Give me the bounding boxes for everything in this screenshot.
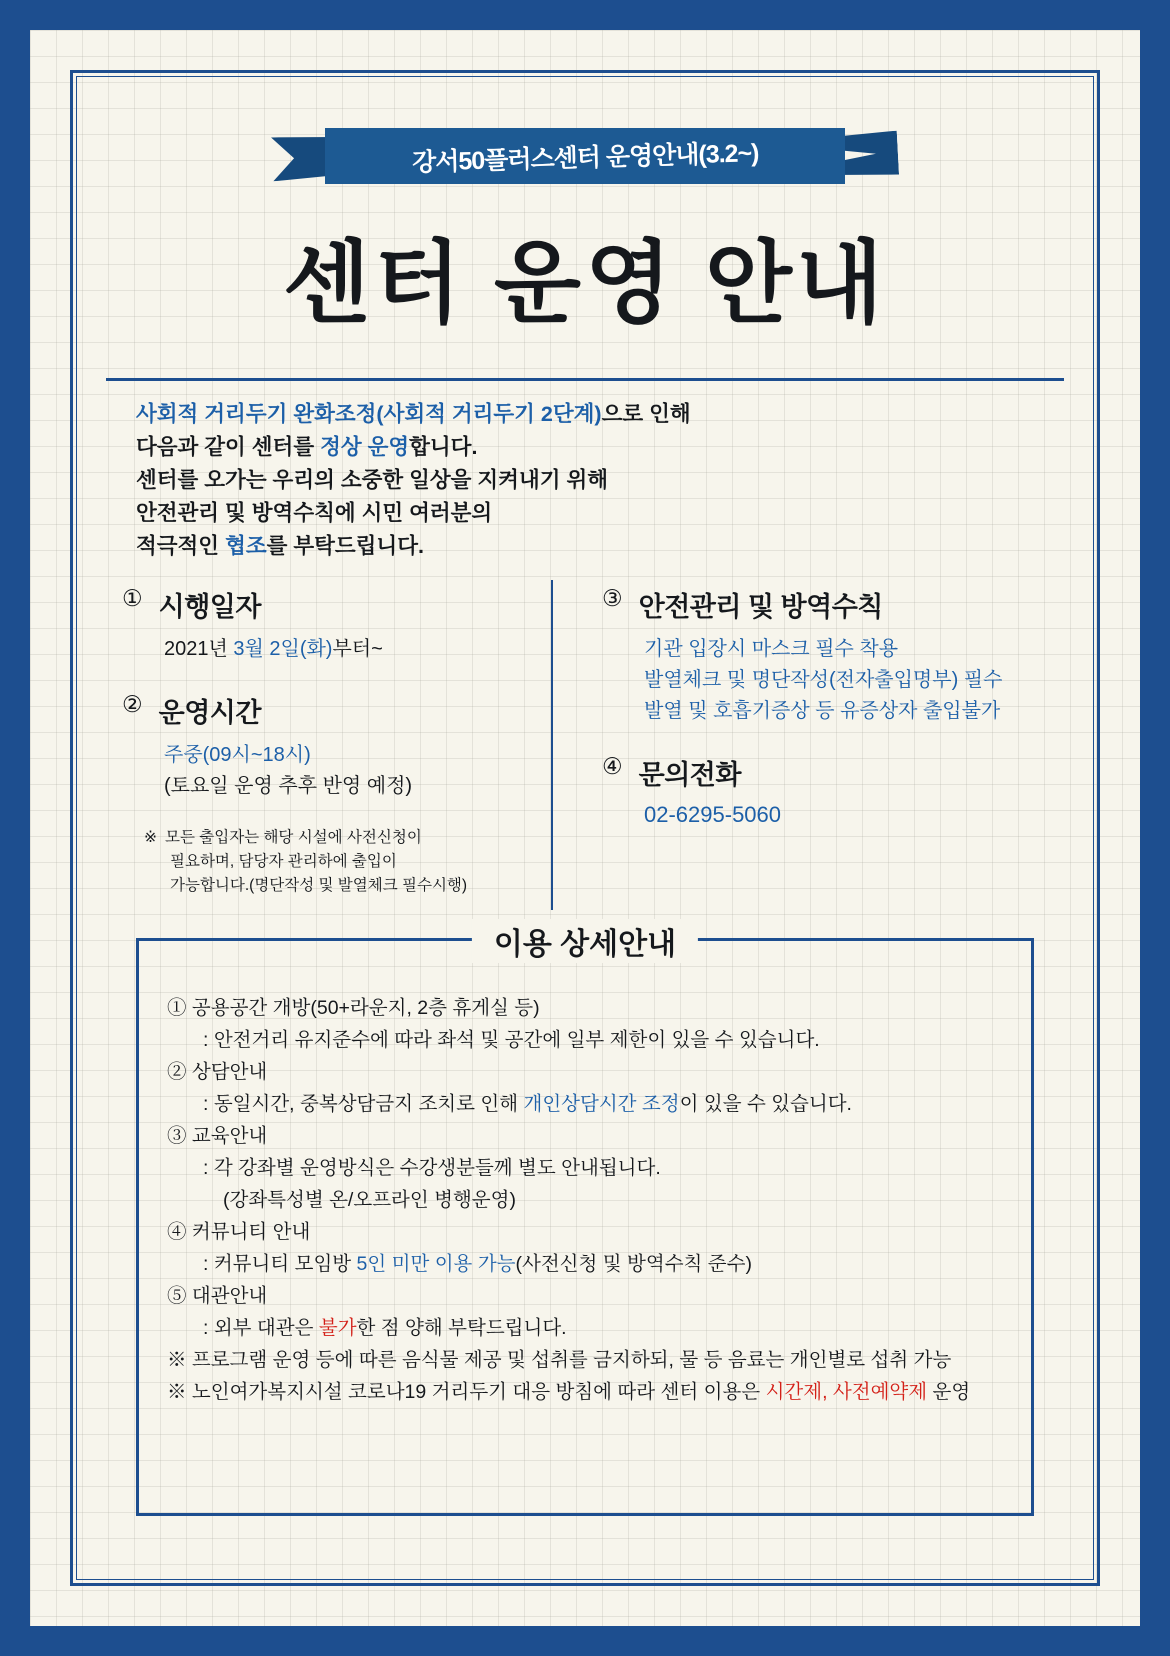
item-safety-header	[602, 585, 1072, 624]
start-date-suffix: 부터~	[332, 638, 383, 660]
detail-guide-row	[203, 1313, 1011, 1343]
detail-guide-row-text: ② 상담안내	[167, 1061, 268, 1083]
corner-ornament-top-left	[70, 70, 96, 96]
item-start-date-body	[164, 634, 542, 665]
start-date-prefix: 2021년	[164, 638, 234, 660]
detail-guide-row-suffix: 운영	[927, 1381, 971, 1403]
poster-page	[30, 30, 1140, 1626]
corner-ornament-top-right	[1074, 70, 1100, 96]
item-number-4: ④	[602, 753, 623, 779]
info-column-right	[602, 585, 1072, 828]
corner-ornament-bottom-right	[1074, 1560, 1100, 1586]
detail-guide-row	[167, 993, 1011, 1023]
info-column-left	[122, 585, 542, 898]
intro-line-2-b: 합니다.	[409, 435, 478, 459]
detail-guide-row	[203, 1089, 1011, 1119]
ribbon-label: 강서50플러스센터 운영안내(3.2~)	[411, 139, 759, 177]
detail-guide-row-text: : 각 강좌별 운영방식은 수강생분들께 별도 안내됩니다.	[203, 1157, 661, 1179]
item-number-3: ③	[602, 585, 623, 611]
detail-guide-row-text: (강좌특성별 온/오프라인 병행운영)	[223, 1189, 516, 1211]
hours-saturday-note: (토요일 운영 추후 반영 예정)	[164, 775, 413, 797]
entry-note-line-1	[144, 826, 542, 850]
detail-guide-row	[167, 1281, 1011, 1311]
item-hours-body	[164, 740, 542, 802]
detail-guide-row-text: ※ 프로그램 운영 등에 따른 음식물 제공 및 섭취를 금지하되, 물 등 음료는 개인별로 섭취 가능	[167, 1349, 952, 1371]
start-date-highlight: 3월 2일(화)	[233, 638, 333, 660]
item-start-date-header	[122, 585, 542, 624]
page-title: 센터 운영 안내	[283, 234, 887, 334]
contact-phone-number[interactable]: 02-6295-5060	[644, 802, 782, 827]
entry-note-line-3: 가능합니다.(명단작성 및 발열체크 필수시행)	[170, 877, 468, 894]
detail-guide-row	[223, 1185, 1011, 1215]
title-divider	[106, 378, 1064, 381]
item-number-2: ②	[122, 691, 143, 717]
detail-guide-row-text: ① 공용공간 개방(50+라운지, 2층 휴게실 등)	[167, 997, 540, 1019]
detail-guide-title: 이용 상세안내	[472, 919, 698, 963]
detail-guide-row	[167, 1345, 1011, 1375]
item-number-1: ①	[122, 585, 143, 611]
intro-line-2-a: 다음과 같이 센터를	[136, 435, 321, 459]
safety-rule-2: 발열체크 및 명단작성(전자출입명부) 필수	[644, 669, 1003, 691]
item-start-date-title: 시행일자	[158, 592, 261, 622]
intro-line-5-a: 적극적인	[136, 534, 226, 558]
item-hours-title: 운영시간	[158, 698, 261, 728]
detail-guide-row-prefix: : 커뮤니티 모임방	[203, 1253, 357, 1275]
intro-line-2-highlight: 정상 운영	[320, 435, 410, 459]
ribbon-banner	[30, 118, 1140, 194]
detail-guide-row	[167, 1377, 1011, 1407]
detail-guide-row-suffix: 한 점 양해 부탁드립니다.	[356, 1317, 567, 1339]
detail-guide-row	[167, 1217, 1011, 1247]
safety-rule-1: 기관 입장시 마스크 필수 착용	[644, 638, 899, 660]
detail-guide-row	[203, 1153, 1011, 1183]
detail-guide-list	[167, 993, 1011, 1409]
spacer-right-1	[602, 727, 1072, 753]
detail-guide-row	[167, 1121, 1011, 1151]
item-contact-header	[602, 753, 1072, 792]
entry-note-text-1: 모든 출입자는 해당 시설에 사전신청이	[165, 829, 422, 846]
detail-guide-row-highlight: 5인 미만 이용 가능	[356, 1253, 516, 1275]
intro-line-1-highlight: 사회적 거리두기 완화조정(사회적 거리두기 2단계)	[136, 402, 602, 426]
intro-line-1	[136, 398, 1050, 431]
item-contact-title: 문의전화	[638, 760, 741, 790]
item-hours-header	[122, 691, 542, 730]
ribbon-label-container	[325, 128, 845, 184]
intro-line-3: 센터를 오가는 우리의 소중한 일상을 지켜내기 위해	[136, 468, 608, 492]
entry-note	[144, 826, 542, 898]
hours-weekday: 주중(09시~18시)	[164, 744, 311, 766]
entry-note-line-2: 필요하며, 담당자 관리하에 출입이	[170, 853, 397, 870]
detail-guide-row-warning: 불가	[318, 1317, 357, 1339]
safety-rule-3: 발열 및 호흡기증상 등 유증상자 출입불가	[644, 700, 1001, 722]
detail-guide-row	[203, 1025, 1011, 1055]
intro-paragraph	[136, 398, 1050, 563]
detail-guide-row-prefix: ※ 노인여가복지시설 코로나19 거리두기 대응 방침에 따라 센터 이용은	[167, 1381, 766, 1403]
item-safety-title: 안전관리 및 방역수칙	[638, 592, 883, 622]
detail-guide-row	[203, 1249, 1011, 1279]
detail-guide-row-text: ④ 커뮤니티 안내	[167, 1221, 311, 1243]
detail-guide-row-prefix: : 외부 대관은	[203, 1317, 319, 1339]
item-safety-body	[644, 634, 1072, 727]
detail-guide-row-prefix: : 동일시간, 중복상담금지 조치로 인해	[203, 1093, 524, 1115]
intro-line-5-highlight: 협조	[225, 534, 267, 558]
detail-guide-row-suffix: 이 있을 수 있습니다.	[679, 1093, 852, 1115]
intro-line-2	[136, 431, 1050, 464]
intro-line-4: 안전관리 및 방역수칙에 시민 여러분의	[136, 501, 493, 525]
detail-guide-row	[167, 1057, 1011, 1087]
detail-guide-row-text: ⑤ 대관안내	[167, 1285, 268, 1307]
detail-guide-row-highlight: 개인상담시간 조정	[523, 1093, 680, 1115]
detail-guide-row-text: : 안전거리 유지준수에 따라 좌석 및 공간에 일부 제한이 있을 수 있습니다.	[203, 1029, 820, 1051]
detail-guide-row-warning: 시간제, 사전예약제	[765, 1381, 928, 1403]
intro-line-5-b: 를 부탁드립니다.	[266, 534, 424, 558]
column-divider	[551, 580, 553, 910]
detail-guide-row-suffix: (사전신청 및 방역수칙 준수)	[515, 1253, 752, 1275]
detail-guide-box	[136, 928, 1034, 1516]
detail-guide-row-text: ③ 교육안내	[167, 1125, 268, 1147]
spacer-left-1	[122, 665, 542, 691]
intro-line-5	[136, 530, 1050, 563]
intro-line-1-rest: 으로 인해	[601, 402, 691, 426]
asterisk-icon: ※	[144, 829, 157, 846]
corner-ornament-bottom-left	[70, 1560, 96, 1586]
